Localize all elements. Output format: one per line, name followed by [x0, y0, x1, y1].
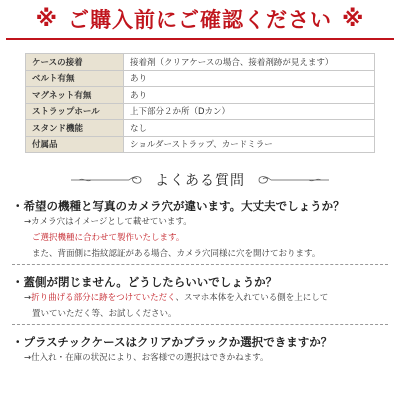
banner-title: ご購入前にご確認ください: [68, 8, 332, 32]
faq-header: [0, 169, 400, 191]
spec-value: なし: [124, 120, 375, 137]
banner-divider: [6, 38, 394, 40]
flourish-right-icon: [255, 173, 331, 187]
faq-answer: 置いていただく等、お試しください。: [32, 309, 177, 319]
faq-answer: [12, 290, 388, 306]
spec-key: マグネット有無: [26, 87, 124, 104]
flourish-left-icon: [69, 173, 145, 187]
answer-arrow: →: [24, 293, 32, 303]
reference-mark-left: ※: [35, 6, 58, 32]
faq-divider: [12, 324, 388, 325]
faq-item: [12, 199, 388, 265]
faq-item: [12, 335, 388, 366]
spec-key: ベルト有無: [26, 70, 124, 87]
spec-row: [26, 70, 375, 87]
notice-banner: [0, 0, 400, 38]
spec-value: 上下部分２か所（Dカン）: [124, 103, 375, 120]
faq-answer: また、背面側に指紋認証がある場合、カメラ穴同様に穴を開けております。: [32, 249, 321, 259]
spec-row: [26, 87, 375, 104]
faq-answer-highlight: 折り曲げる部分に跡をつけていただく: [31, 293, 176, 303]
faq-item: [12, 275, 388, 325]
faq-divider: [12, 264, 388, 265]
spec-row: [26, 54, 375, 71]
faq-question: ・蓋側が閉じません。どうしたらいいでしょうか？: [12, 275, 278, 289]
faq-question: ・プラスチックケースはクリアかブラックか選択できますか？: [12, 335, 333, 349]
spec-key: ケースの接着: [26, 54, 124, 71]
spec-key: 付属品: [26, 136, 124, 153]
spec-value: ショルダーストラップ、カードミラー: [124, 136, 375, 153]
faq-title: よくある質問: [155, 173, 245, 189]
spec-value: あり: [124, 87, 375, 104]
faq-answer-highlight: ご選択機種に合わせて製作いたします。: [32, 233, 185, 243]
spec-key: ストラップホール: [26, 103, 124, 120]
faq-list: [0, 191, 400, 366]
faq-answer-rest: 、スマホ本体を入れている側を上にして: [175, 293, 329, 303]
spec-value: 接着剤（クリアケースの場合、接着剤跡が見えます）: [124, 54, 375, 71]
faq-answer: →仕入れ・在庫の状況により、お客様での選択はできかねます。: [24, 353, 269, 363]
spec-table: [25, 53, 375, 153]
faq-answer: →カメラ穴はイメージとして載せています。: [24, 217, 192, 227]
faq-question: ・希望の機種と写真のカメラ穴が違います。大丈夫でしょうか？: [12, 199, 345, 213]
spec-row: [26, 103, 375, 120]
spec-row: [26, 136, 375, 153]
reference-mark-right: ※: [342, 6, 365, 32]
spec-value: あり: [124, 70, 375, 87]
spec-key: スタンド機能: [26, 120, 124, 137]
spec-row: [26, 120, 375, 137]
